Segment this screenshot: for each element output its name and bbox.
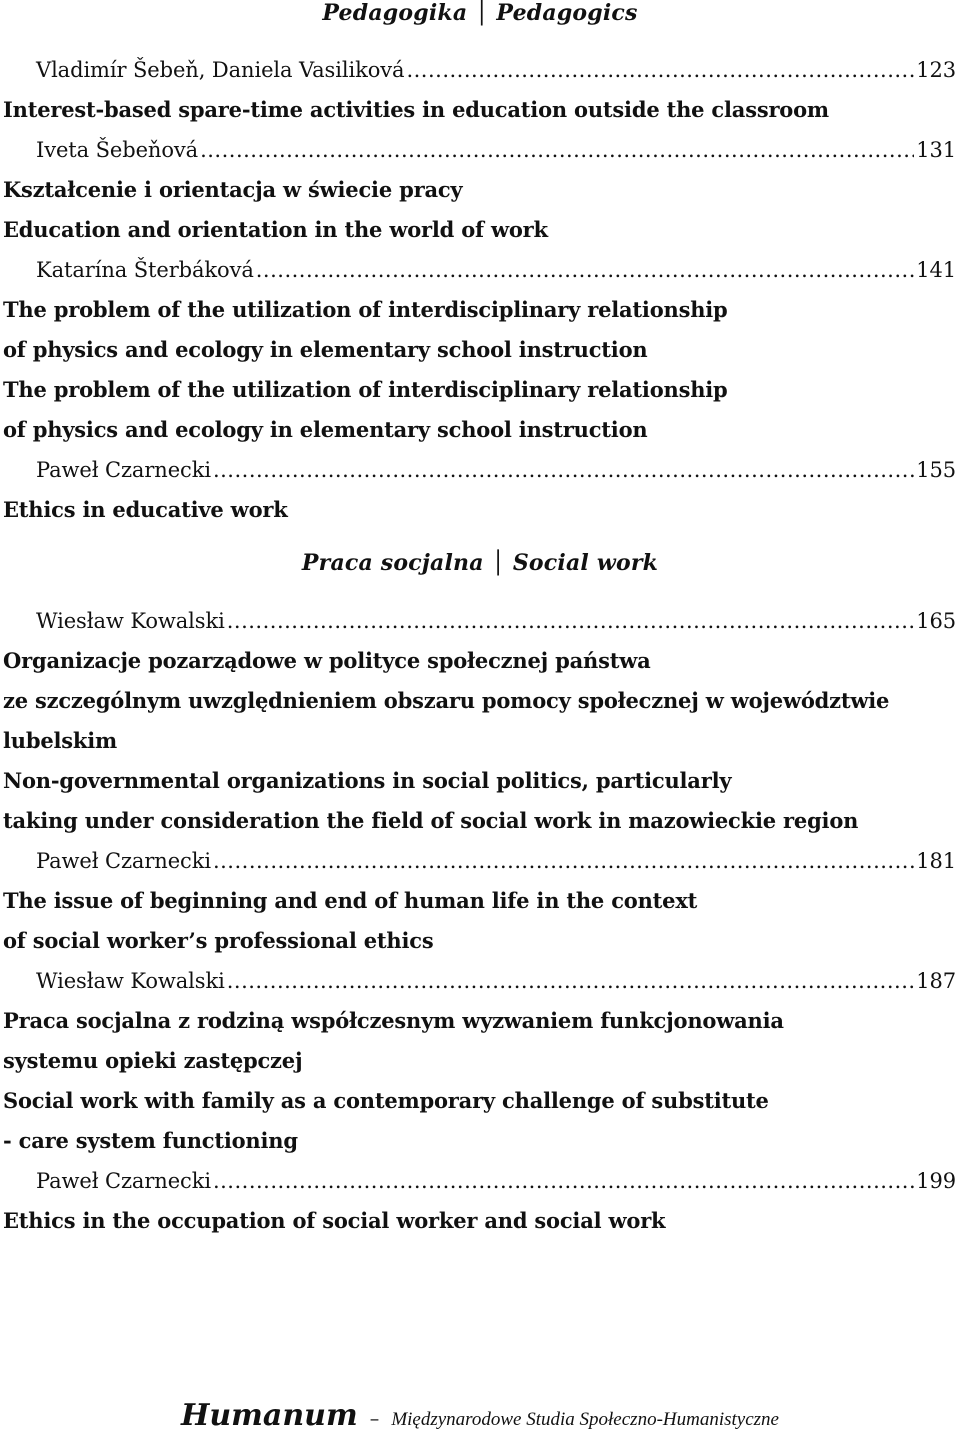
toc-title-line: systemu opieki zastępczej xyxy=(3,1048,303,1073)
toc-title-line: lubelskim xyxy=(3,728,118,753)
toc-author: Vladimír Šebeň, Daniela Vasiliková xyxy=(36,58,405,82)
toc-author: Paweł Czarnecki xyxy=(36,1169,211,1193)
toc-title-line: - care system functioning xyxy=(3,1128,298,1153)
dot-leader xyxy=(227,601,914,641)
dot-leader xyxy=(213,1161,914,1201)
toc-title-line: of physics and ecology in elementary school instruction xyxy=(3,417,648,442)
toc-author-line xyxy=(3,50,956,90)
toc-author: Paweł Czarnecki xyxy=(36,458,211,482)
toc-title-line: The problem of the utilization of interdisciplinary relationship xyxy=(3,377,728,402)
toc-author-line xyxy=(3,961,956,1001)
toc-author: Wiesław Kowalski xyxy=(36,969,225,993)
toc-page-number: 155 xyxy=(916,458,956,482)
toc-title-line: Praca socjalna z rodziną współczesnym wyzwaniem funkcjonowania xyxy=(3,1008,784,1033)
dot-leader xyxy=(200,130,914,170)
toc-page-number: 181 xyxy=(916,849,956,873)
toc-title-line: ze szczególnym uwzględnieniem obszaru pomocy społecznej w województwie xyxy=(3,688,890,713)
toc-page-number: 199 xyxy=(916,1169,956,1193)
toc-author-line xyxy=(3,601,956,641)
toc-author: Paweł Czarnecki xyxy=(36,849,211,873)
section-heading-social-work: Praca socjalna │ Social work xyxy=(301,550,659,576)
toc-author-line xyxy=(3,450,956,490)
toc-title-line: The issue of beginning and end of human life in the context xyxy=(3,888,698,913)
toc-title-line: Non-governmental organizations in social politics, particularly xyxy=(3,768,732,793)
toc-author: Wiesław Kowalski xyxy=(36,609,225,633)
toc-title-line: Ethics in the occupation of social worker and social work xyxy=(3,1208,666,1233)
toc-page-number: 131 xyxy=(916,138,956,162)
dot-leader xyxy=(227,961,914,1001)
toc-title-line: Organizacje pozarządowe w polityce społecznej państwa xyxy=(3,648,651,673)
toc-title-line: taking under consideration the field of social work in mazowieckie region xyxy=(3,808,859,833)
footer-separator: – xyxy=(369,1408,380,1430)
journal-logo: Humanum xyxy=(181,1398,358,1433)
toc-author-line xyxy=(3,1161,956,1201)
journal-subtitle: Międzynarodowe Studia Społeczno-Humanistyczne xyxy=(391,1409,779,1430)
section-heading-pedagogics: Pedagogika │ Pedagogics xyxy=(322,0,638,26)
toc-page-number: 165 xyxy=(916,609,956,633)
page-footer xyxy=(0,1398,960,1433)
dot-leader xyxy=(213,450,914,490)
toc-title-line: The problem of the utilization of interdisciplinary relationship xyxy=(3,297,728,322)
toc-author-line xyxy=(3,130,956,170)
toc-title-line: Kształcenie i orientacja w świecie pracy xyxy=(3,177,463,202)
toc-title-line: of social worker’s professional ethics xyxy=(3,928,434,953)
toc-title-line: Social work with family as a contemporary challenge of substitute xyxy=(3,1088,769,1113)
toc-author-line xyxy=(3,841,956,881)
dot-leader xyxy=(256,250,914,290)
toc-title-line: Interest-based spare-time activities in education outside the classroom xyxy=(3,97,829,122)
toc-title-line: of physics and ecology in elementary school instruction xyxy=(3,337,648,362)
toc-page-number: 141 xyxy=(916,258,956,282)
toc-author: Iveta Šebeňová xyxy=(36,138,199,162)
toc-author: Katarína Šterbáková xyxy=(36,258,254,282)
dot-leader xyxy=(213,841,914,881)
dot-leader xyxy=(406,50,914,90)
toc-author-line xyxy=(3,250,956,290)
toc-page-number: 123 xyxy=(916,58,956,82)
toc-page-number: 187 xyxy=(916,969,956,993)
toc-title-line: Ethics in educative work xyxy=(3,497,288,522)
toc-title-line: Education and orientation in the world of work xyxy=(3,217,548,242)
